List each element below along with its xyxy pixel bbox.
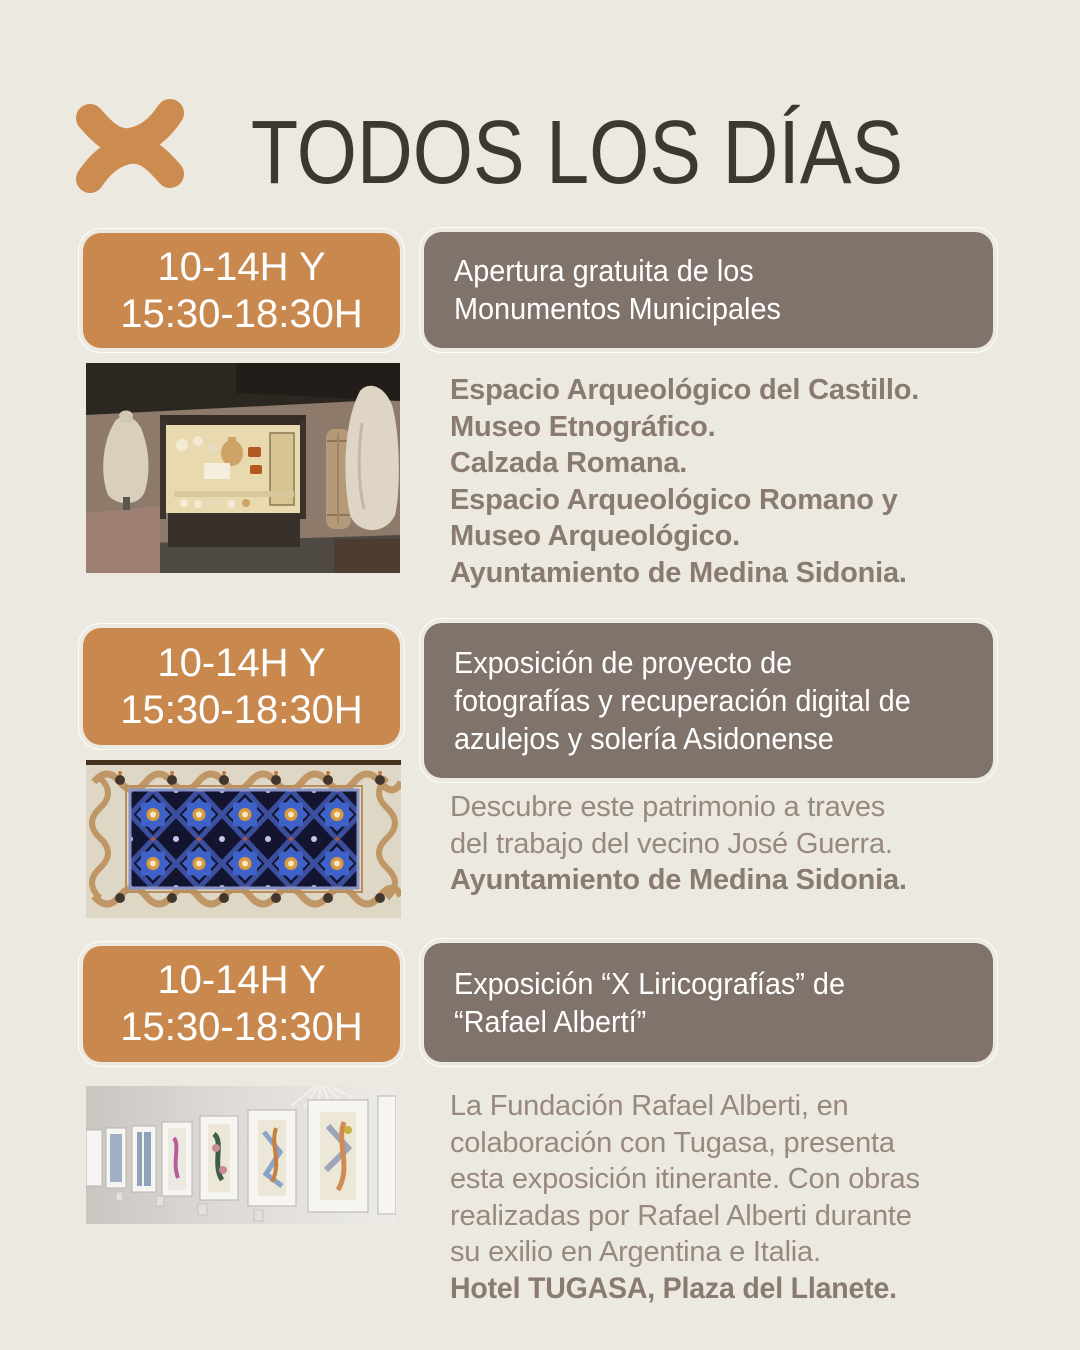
page-title: TODOS LOS DÍAS — [250, 103, 904, 203]
body-line: Hotel TUGASA, Plaza del Llanete. — [450, 1271, 897, 1305]
event-title-box-3 — [424, 943, 993, 1062]
time-badge-3 — [83, 946, 400, 1062]
time-badge-1 — [83, 233, 400, 348]
body-line: Ayuntamiento de Medina Sidonia. — [450, 864, 907, 896]
azulejos-soleria-photo — [86, 760, 401, 918]
time-badge-2 — [83, 628, 400, 745]
body-line: del trabajo del vecino José Guerra. — [450, 827, 893, 860]
time-line: 10-14H Y — [157, 640, 326, 685]
body-line: Espacio Arqueológico Romano y — [450, 483, 898, 516]
event-title-line: Exposición de proyecto de — [454, 644, 793, 680]
time-line: 10-14H Y — [157, 244, 326, 289]
event-title-line: Monumentos Municipales — [454, 291, 781, 326]
body-line: La Fundación Rafael Alberti, en — [450, 1090, 849, 1122]
body-line: su exilio en Argentina e Italia. — [450, 1236, 821, 1268]
section-1-body — [450, 372, 1012, 591]
event-title-line: fotografías y recuperación digital de — [454, 682, 911, 718]
body-line: Espacio Arqueológico del Castillo. — [450, 374, 920, 406]
body-line: realizadas por Rafael Alberti durante — [450, 1199, 912, 1232]
event-title-line: Apertura gratuita de los — [454, 253, 754, 288]
body-line: colaboración con Tugasa, presenta — [450, 1126, 895, 1159]
body-line: Museo Arqueológico. — [450, 520, 740, 552]
event-title-line: Exposición “X Liricografías” de — [454, 965, 845, 1001]
body-line: esta exposición itinerante. Con obras — [450, 1163, 920, 1195]
event-title-box-2 — [424, 623, 993, 778]
body-line: Calzada Romana. — [450, 447, 688, 479]
event-title-box-1 — [424, 232, 993, 348]
time-line: 15:30-18:30H — [120, 291, 363, 336]
time-line: 15:30-18:30H — [120, 687, 363, 732]
section-2-body — [450, 789, 1012, 899]
body-line: Museo Etnográfico. — [450, 410, 716, 443]
body-line: Ayuntamiento de Medina Sidonia. — [450, 556, 907, 589]
body-line: Descubre este patrimonio a traves — [450, 791, 886, 823]
time-line: 15:30-18:30H — [120, 1005, 363, 1049]
event-title-line: azulejos y solería Asidonense — [454, 720, 834, 756]
event-title-line: “Rafael Albertí” — [454, 1003, 647, 1039]
section-3-body — [450, 1088, 1012, 1307]
museo-arqueologico-photo — [86, 363, 400, 573]
time-line: 10-14H Y — [157, 958, 326, 1002]
galeria-liricografias-photo — [86, 1086, 396, 1224]
